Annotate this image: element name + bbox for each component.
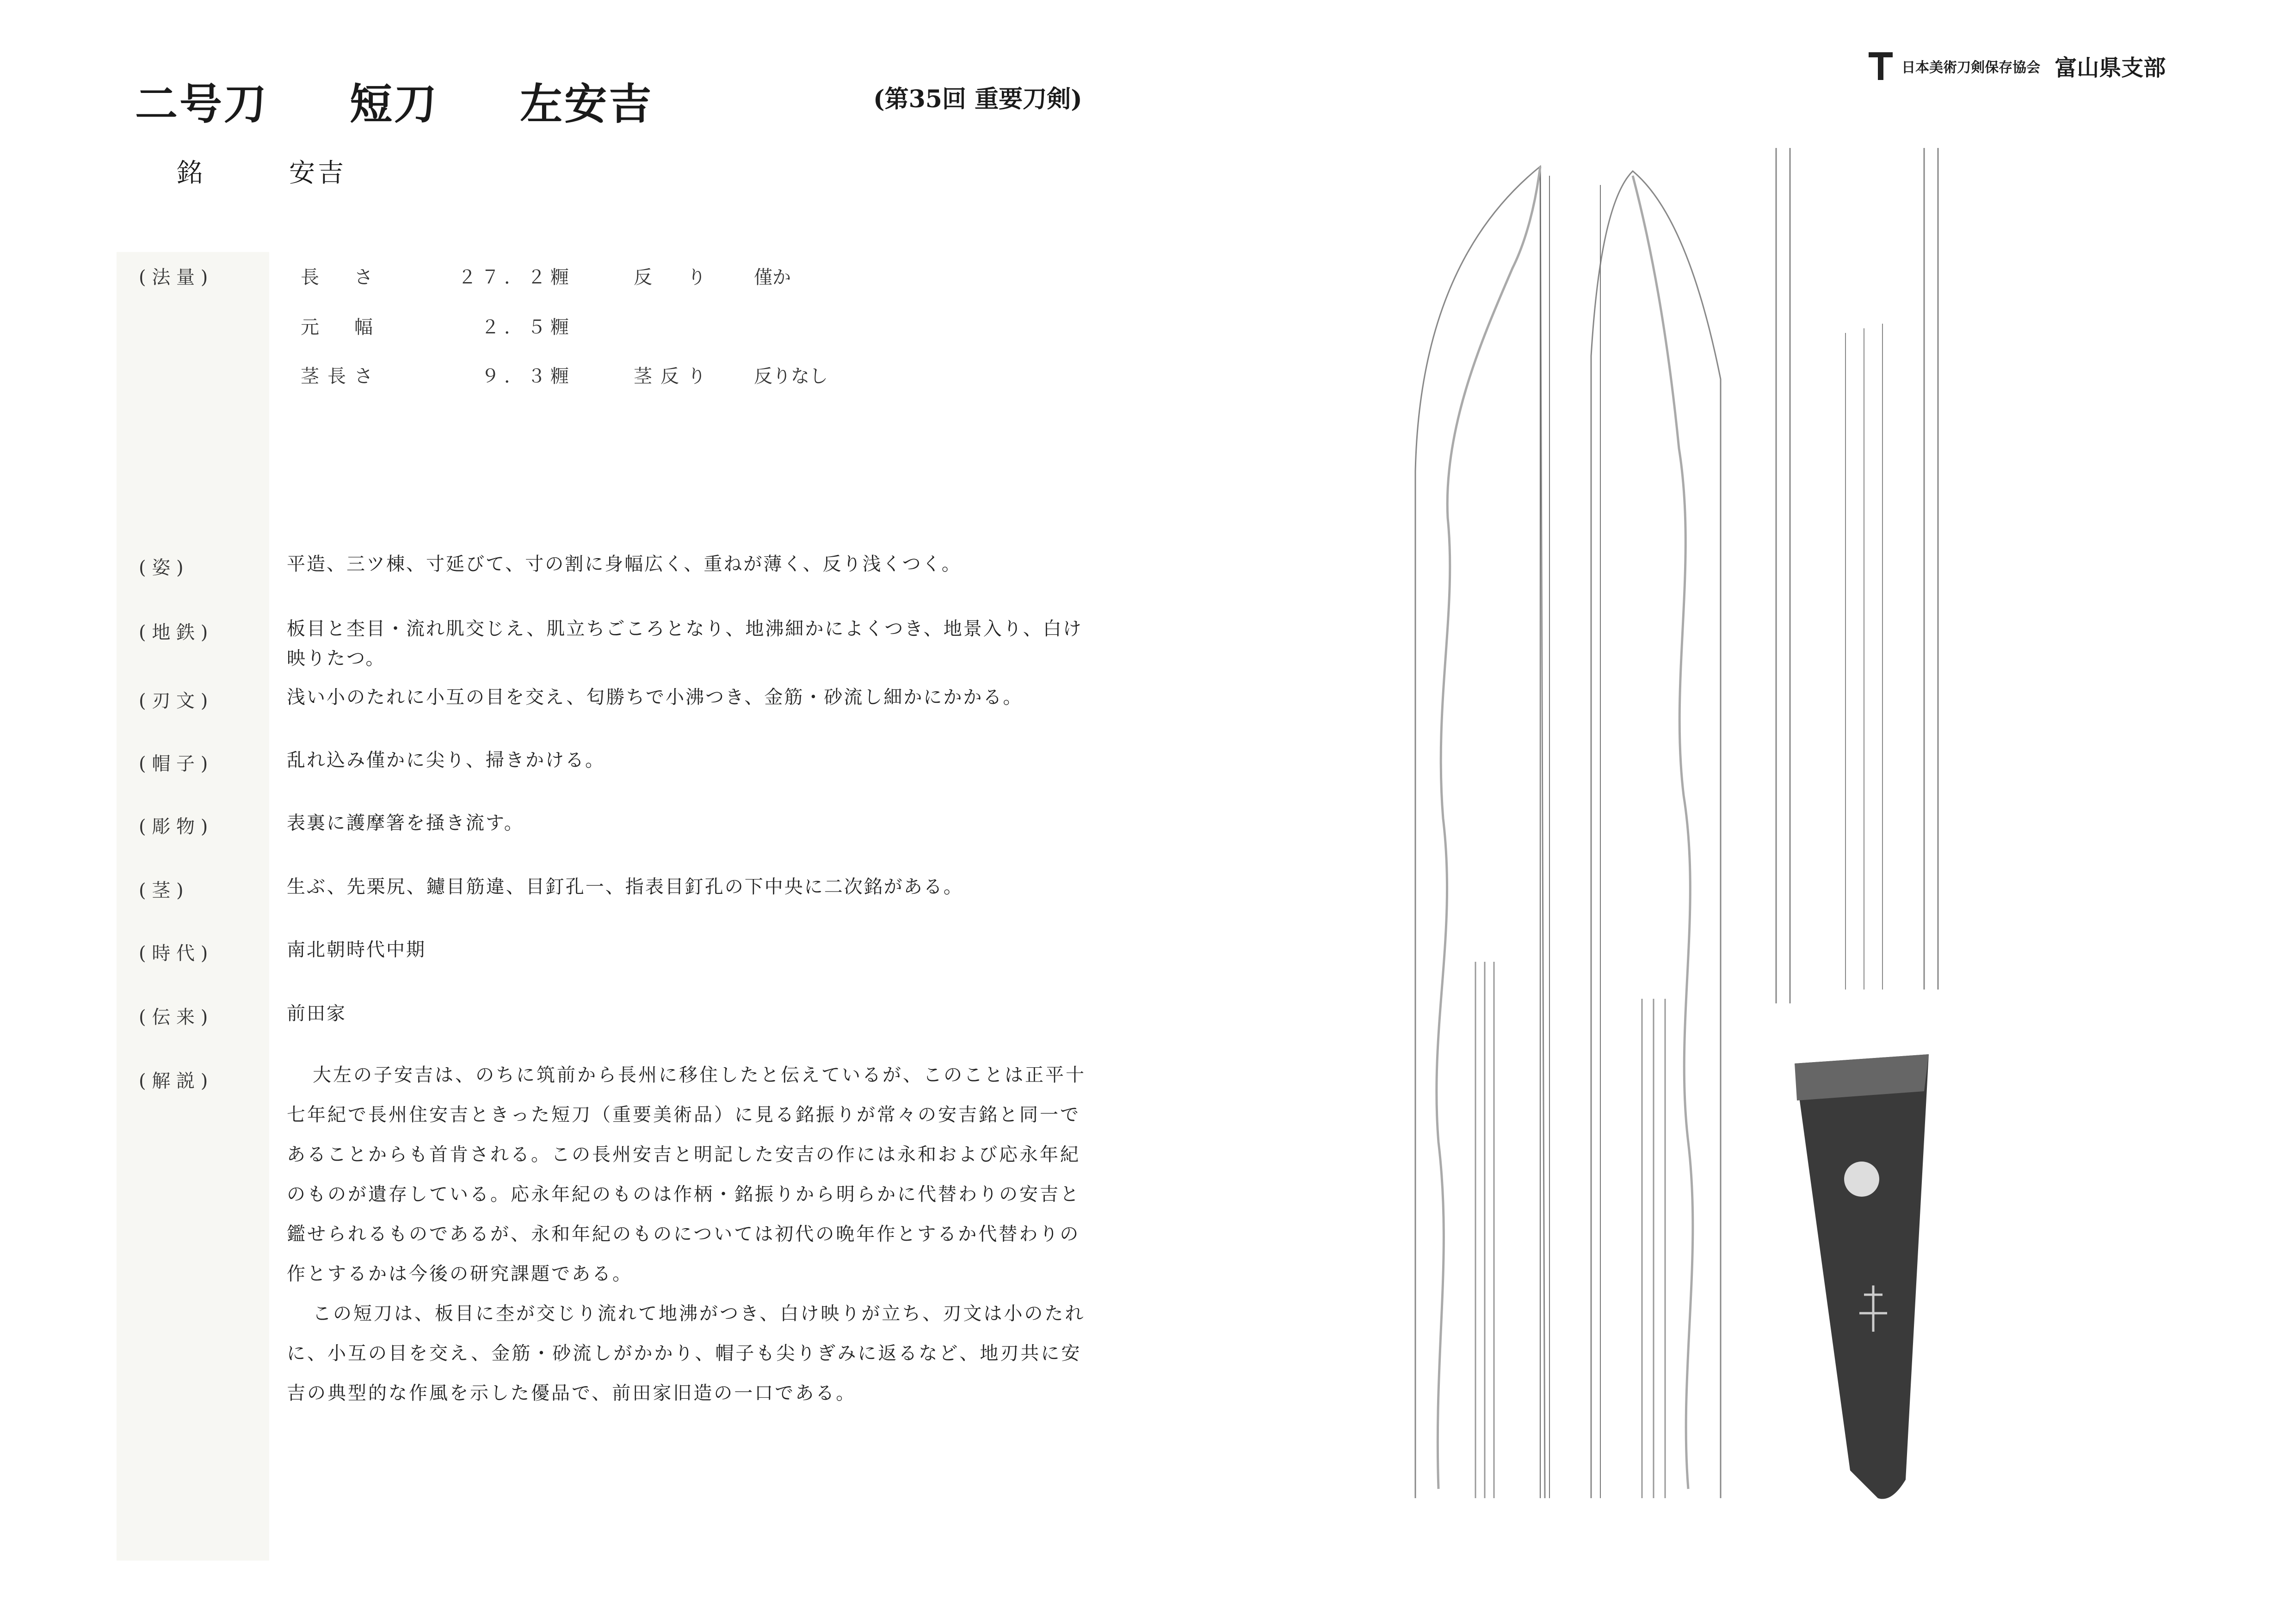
sori-label: 反 り xyxy=(634,267,714,288)
hamon-line-omote xyxy=(1437,166,1540,1489)
designation-badge: (第35回 重要刀剣) xyxy=(873,85,1082,113)
nakago-length-value: ９．３糎 xyxy=(481,366,574,387)
nakago-tang-shape xyxy=(1795,1054,1929,1499)
nakago-length-label: 茎長さ xyxy=(301,366,381,387)
section-label-jigane: ( 地 鉄 ) xyxy=(139,622,208,643)
branch-name: 富山県支部 xyxy=(2055,56,2166,80)
section-label-hamon: ( 刃 文 ) xyxy=(139,690,208,712)
section-text-jigane: 板目と杢目・流れ肌交じえ、肌立ちごころとなり、地沸細かによくつき、地景入り、白け映りたつ。 xyxy=(287,618,1083,669)
section-label-denrai: ( 伝 来 ) xyxy=(139,1007,208,1028)
gomabashi-groove-omote xyxy=(1475,962,1494,1498)
title-number: 二号刀 xyxy=(135,79,269,129)
page-title xyxy=(135,70,653,131)
measurement-row-nakago xyxy=(301,362,828,388)
section-label-horimono: ( 彫 物 ) xyxy=(139,816,208,837)
blade-outline-ura xyxy=(1591,171,1721,1498)
oshigata-blade-drawing xyxy=(1401,148,1957,1517)
mune-view-lines xyxy=(1776,148,1938,1003)
section-text-boshi: 乱れ込み僅かに尖り、掃きかける。 xyxy=(287,750,605,771)
nbthk-logo-icon xyxy=(1869,52,1893,80)
commentary-paragraph-1: 大左の子安吉は、のちに筑前から長州に移住したと伝えているが、このことは正平十七年紀で長州住安吉ときった短刀（重要美術品）に見る銘振りが常々の安吉銘と同一であることからも首肯される。この長州安吉と明記した安吉の作には永和および応永年紀のものが遺存している。応永年紀のものは作柄・銘振りから明らかに代替わりの安吉と鑑せられるものであるが、永和年紀のものについては初代の晩年作とするか代替わりの作とするかは今後の研究課題である。 xyxy=(287,1064,1086,1285)
measurement-row-length xyxy=(301,263,791,289)
title-type: 短刀 xyxy=(350,79,439,129)
section-label-sugata: ( 姿 ) xyxy=(139,557,184,578)
commentary-text xyxy=(287,1055,1087,1413)
label-column-background xyxy=(117,252,269,1561)
motohaba-label: 元 幅 xyxy=(301,317,381,338)
length-label: 長 さ xyxy=(301,267,381,288)
section-label-kaisetsu: ( 解 説 ) xyxy=(139,1070,208,1092)
measurement-row-motohaba xyxy=(301,313,634,339)
measurements-label: ( 法 量 ) xyxy=(139,267,208,288)
section-text-hamon: 浅い小のたれに小互の目を交え、匂勝ちで小沸つき、金筋・砂流し細かにかかる。 xyxy=(287,687,1023,708)
commentary-paragraph-2: この短刀は、板目に杢が交じり流れて地沸がつき、白け映りが立ち、刃文は小のたれに、小互の目を交え、金筋・砂流しがかかり、帽子も尖りぎみに返るなど、地刃共に安吉の典型的な作風を示した優品で、前田家旧造の一口である。 xyxy=(287,1303,1086,1404)
gomabashi-groove-ura xyxy=(1642,999,1665,1498)
length-value: ２７．２糎 xyxy=(458,267,574,288)
section-text-nakago: 生ぶ、先栗尻、鑢目筋違、目釘孔一、指表目釘孔の下中央に二次銘がある。 xyxy=(287,876,963,898)
motohaba-value: ２．５糎 xyxy=(481,317,574,338)
sori-value: 僅か xyxy=(754,267,791,288)
title-smith: 左安吉 xyxy=(520,79,654,129)
nakago-sori-label: 茎反り xyxy=(634,366,714,387)
section-text-jidai: 南北朝時代中期 xyxy=(287,939,426,960)
section-label-jidai: ( 時 代 ) xyxy=(139,943,208,964)
section-label-nakago: ( 茎 ) xyxy=(139,880,184,901)
section-text-denrai: 前田家 xyxy=(287,1003,346,1024)
section-text-horimono: 表裏に護摩箸を掻き流す。 xyxy=(287,812,524,834)
organization-name: 日本美術刀剣保存協会 xyxy=(1901,60,2041,75)
signature-label: 銘 xyxy=(177,158,203,188)
nakago-sori-value: 反りなし xyxy=(754,366,828,387)
mekugi-hole-icon xyxy=(1844,1162,1879,1197)
section-text-sugata: 平造、三ツ棟、寸延びて、寸の割に身幅広く、重ねが薄く、反り浅くつく。 xyxy=(287,553,962,575)
organization-header xyxy=(1869,50,2166,82)
signature-value: 安吉 xyxy=(289,158,346,188)
blade-outline-omote xyxy=(1415,166,1545,1498)
section-label-boshi: ( 帽 子 ) xyxy=(139,753,208,775)
mune-grooves xyxy=(1845,324,1882,990)
